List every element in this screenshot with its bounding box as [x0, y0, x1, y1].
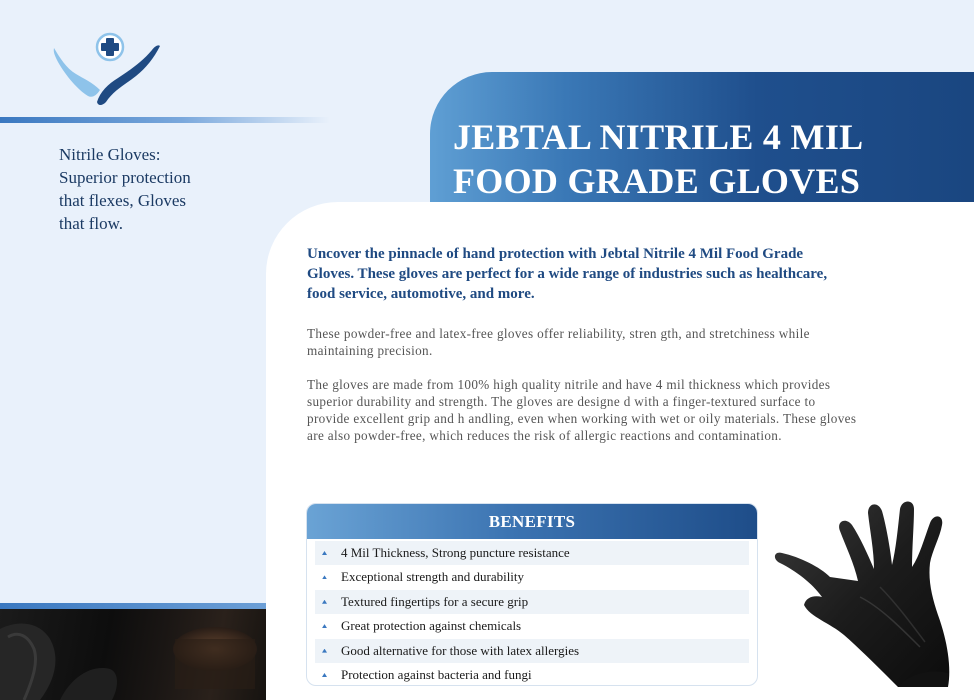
left-divider	[0, 117, 330, 123]
description-paragraph: These powder-free and latex-free gloves offer reliability, stren gth, and stretchiness while maintaining precision.	[307, 326, 810, 358]
list-item	[315, 565, 749, 589]
tagline-line: that flow.	[59, 214, 124, 233]
bullet-icon	[322, 600, 327, 604]
tagline	[59, 143, 229, 235]
intro-text: Uncover the pinnacle of hand protection with Jebtal Nitrile 4 Mil Food Grade Gloves. These gloves are perfect for a wide range of industries such as healthcare, food service, automotive, and more.	[307, 246, 828, 302]
benefit-text: 4 Mil Thickness, Strong puncture resistance	[341, 545, 570, 560]
black-nitrile-glove-image	[770, 497, 960, 697]
benefit-text: Protection against bacteria and fungi	[341, 666, 532, 682]
list-item	[315, 663, 749, 686]
title-line: FOOD GRADE GLOVES	[453, 161, 861, 201]
list-item	[315, 541, 749, 565]
bullet-icon	[322, 624, 327, 628]
bullet-icon	[322, 551, 327, 555]
benefit-text: Good alternative for those with latex allergies	[341, 642, 580, 658]
benefits-box	[306, 503, 758, 686]
tagline-line: Nitrile Gloves:	[59, 145, 161, 164]
photo-art	[0, 609, 266, 700]
list-item	[315, 614, 749, 638]
bullet-icon	[322, 575, 327, 579]
benefit-text: Great protection against chemicals	[341, 618, 522, 634]
benefits-list	[307, 539, 757, 686]
tagline-line: that flexes, Gloves	[59, 191, 186, 210]
benefit-text: Textured fingertips for a secure grip	[341, 593, 529, 609]
page-title	[453, 115, 953, 203]
title-line: JEBTAL NITRILE 4 MIL	[453, 117, 864, 157]
description-paragraph: The gloves are made from 100% high quality nitrile and have 4 mil thickness which provides superior durability and strength. The gloves are designe d with a finger-textured surface to provide excellent grip and h andling, even when working with wet or oily materials. These gloves are also powder-free, which reduces the risk of allergic reactions and contamination.	[307, 377, 857, 443]
benefits-title: BENEFITS	[307, 504, 757, 539]
list-item	[315, 590, 749, 614]
benefit-text: Exceptional strength and durability	[341, 569, 525, 585]
bullet-icon	[322, 649, 327, 653]
tagline-line: Superior protection	[59, 168, 191, 187]
list-item	[315, 639, 749, 663]
hands-medical-cross-icon	[52, 32, 162, 108]
gloved-hands-cookware-photo	[0, 609, 266, 700]
bullet-icon	[322, 673, 327, 677]
